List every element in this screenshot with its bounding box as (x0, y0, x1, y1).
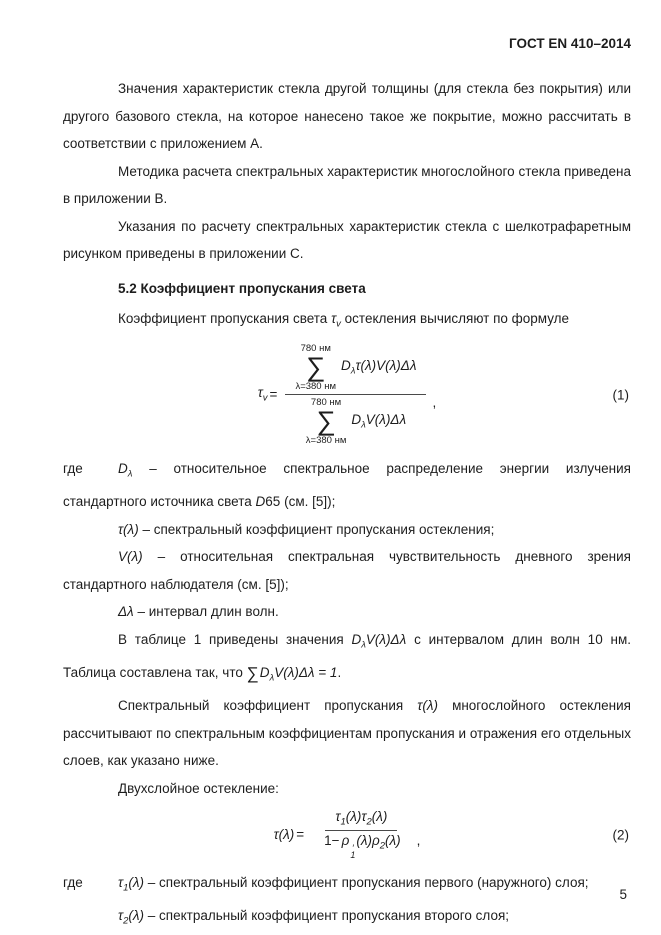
numerator-expression: $D_\lambda\tau(\lambda)V(\lambda)\Delta\lambda$ (341, 358, 417, 378)
paragraph-def-tau (63, 516, 631, 544)
formula-1-comma: , (432, 395, 437, 411)
where-label: где (63, 874, 83, 890)
paragraph-where-d-lambda (63, 455, 631, 516)
sum-upper-limit: 780 нм (310, 397, 342, 409)
document-header-title: ГОСТ EN 410–2014 (509, 36, 631, 51)
paragraph-def-v (63, 543, 631, 598)
formula-1-denominator (296, 395, 416, 446)
paragraph-table-note (63, 626, 631, 692)
denominator-expression: $D_\lambda V(\lambda)\Delta\lambda$ (351, 412, 407, 432)
d65-symbol: D (255, 494, 266, 510)
formula-2-number: (2) (612, 827, 629, 843)
sum-operator-numerator (295, 343, 336, 392)
formula-1-lhs: $\tau_v$ (257, 385, 268, 405)
paragraph-annex-b: Методика расчета спектральных характеристик многослойного стекла приведена в приложении В. (63, 163, 631, 206)
tau-v-symbol: $\tau_v$ (331, 311, 341, 330)
formula-2 (63, 809, 631, 860)
formula-1-fraction (285, 343, 426, 446)
tau-lambda-symbol: τ(λ) (417, 698, 438, 714)
paragraph-double-glazing: Двухслойное остекление: (118, 780, 279, 796)
d-lambda-v-expression: $D_\lambda V(\lambda)\Delta\lambda$ (351, 631, 407, 651)
tau-lambda-symbol: τ(λ) (118, 521, 139, 537)
sum-lower-limit: λ=380 нм (305, 435, 347, 447)
paragraph-other-thickness: Значения характеристик стекла другой толщины (для стекла без покрытия) или другого базового стекла, на которое нанесено такое же покрытие, можно рассчитать в соответствии с приложением А. (63, 81, 631, 151)
where-label: где (63, 461, 83, 477)
equals-sign: = (296, 827, 305, 843)
d-lambda-definition-text: – относительное спектральное распределение энергии излучения стандартного источника света (63, 461, 631, 510)
formula-intro-text-before: Коэффициент пропускания света (118, 311, 328, 326)
paragraph-def-tau2 (63, 902, 631, 935)
section-heading-5-2: 5.2 Коэффициент пропускания света (118, 280, 366, 296)
sigma-icon: ∑ (246, 664, 260, 684)
v-lambda-symbol: V(λ) (118, 549, 143, 565)
table-note-period: . (337, 665, 342, 681)
formula-2-fraction (312, 809, 410, 860)
formula-1-numerator (285, 343, 426, 395)
document-content (63, 0, 631, 935)
sigma-icon: ∑ (306, 352, 326, 383)
formula-1-number: (1) (612, 387, 629, 403)
paragraph-where-tau1 (63, 869, 631, 902)
d65-number: 65 (265, 494, 281, 510)
sum-operator-denominator (306, 397, 347, 446)
formula-2-lhs: τ(λ) (273, 827, 295, 843)
tau-definition-text: – спектральный коэффициент пропускания остекления; (142, 521, 495, 537)
sum-upper-limit: 780 нм (300, 343, 331, 355)
sum-equals-one-expression: $D_\lambda V(\lambda)\Delta\lambda = 1$ (259, 665, 338, 684)
table-note-text-a: В таблице 1 приведены значения (118, 631, 344, 647)
delta-lambda-definition-text: – интервал длин волн. (137, 604, 279, 620)
multilayer-text-b: многослойного остекления рассчитывают по спектральным коэффициентам пропускания и отражения его отдельных слоев, как указано ниже. (63, 698, 631, 769)
tau-1-symbol: $\tau_1(\lambda)$ (118, 874, 144, 894)
multilayer-text-a: Спектральный коэффициент пропускания (118, 698, 404, 714)
tau-1-definition-text: – спектральный коэффициент пропускания первого (наружного) слоя; (147, 874, 589, 890)
page-number: 5 (619, 887, 627, 902)
sum-lower-limit: λ=380 нм (295, 381, 337, 393)
rho-prime-sub-1: ′ 1 (350, 842, 356, 861)
d-lambda-symbol: $D_\lambda$ (118, 461, 133, 480)
v-definition-text: – относительная спектральная чувствительность дневного зрения стандартного наблюдателя (см. [5]); (63, 549, 631, 592)
equals-sign: = (269, 387, 278, 403)
paragraph-def-delta-lambda (63, 598, 631, 626)
formula-1 (63, 343, 631, 446)
sigma-icon: ∑ (316, 406, 336, 437)
paragraph-multilayer (63, 692, 631, 775)
formula-2-numerator: $\tau_1(\lambda)\tau_2(\lambda)$ (325, 809, 397, 831)
paragraph-annex-c: Указания по расчету спектральных характеристик стекла с шелкотрафаретным рисунком приведены в приложении С. (63, 218, 631, 261)
delta-lambda-symbol: Δλ (118, 604, 134, 620)
tau-2-symbol: $\tau_2(\lambda)$ (118, 908, 144, 927)
formula-2-comma: , (416, 833, 421, 849)
table-note-text-b: с интервалом длин волн 10 нм. Таблица составлена так, что (63, 631, 631, 681)
d-lambda-definition-ref: (см. [5]); (284, 494, 336, 510)
tau-2-definition-text: – спектральный коэффициент пропускания второго слоя; (147, 908, 510, 924)
formula-intro-text-after: остекления вычисляют по формуле (344, 311, 570, 326)
formula-2-denominator: 1− ρ ′ 1 $(\lambda)\rho_2(\lambda)$ (324, 832, 401, 861)
paragraph-formula-intro (63, 305, 631, 338)
